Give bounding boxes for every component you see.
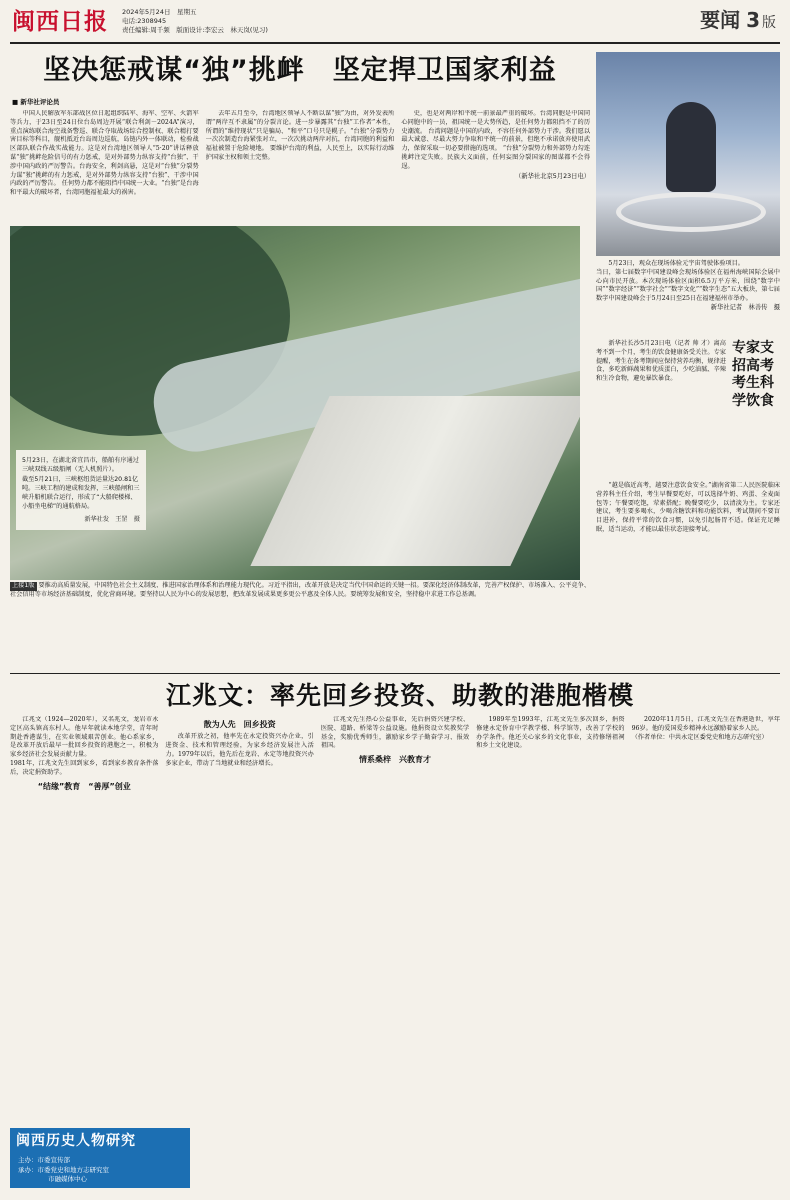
jiang-headline: 江兆文：率先回乡投资、助教的港胞楷模 bbox=[165, 681, 634, 710]
right-photo-caption: 5月23日，观众在现场体验元宇宙驾驶体验项目。 当日，第七届数字中国建设峰会现场体验区在福州海峡国际会展中心向市民开放。本次现场体验区面积6.5万平方米，围绕“数字中国”“数字经济”“数字社会”“数字文化”“数字生态”五大板块，第七届数字中国建设峰会于5月24日至25日在福建福州市举办。 新华社记者 林善传 摄 bbox=[596, 260, 780, 311]
top-article-col-1: 中国人民解放军东部战区位日起组织陆军、海军、空军、火箭军等兵力，于23日至24日位台岛周边开展“联合利剑－2024A”演习，重点演练联合海空战备警巡、联合夺取战场综合控制权、联合精打要害目标等科目，舰机抵近台岛周边巡航，岛链内外一体联动，检验战区部队联合作战实战能力。这是对台湾地区领导人“5·20”讲话释放谋“独”挑衅危险信号的有力惩戒，是对外部势力纵容支持“台独”、干涉中国内政的严厉警告。台海安全，利剑高悬，这是对“台独”分裂势力谋“独”挑衅的有力惩戒，是对外部势力纵容支持“台独”、干涉中国内政的严厉警告。 任何势力都不能阻挡中国统一大业。“台独”是台海和平最大的破坏者，台湾同胞福祉最大的祸害。 bbox=[10, 110, 199, 197]
photo-ride-ring bbox=[616, 192, 766, 232]
masthead-meta bbox=[122, 8, 268, 34]
jiang-col-4: 1989年至1993年，江兆文先生多次回乡，捐资修建永定侨育中学教学楼、科学馆等，改善了学校的办学条件。他还关心家乡的文化事业，支持修缮祖祠和乡土文化建设。 bbox=[476, 716, 625, 750]
jiang-col-3: 江兆文先生热心公益事业，先后捐资兴建学校、医院、道路、桥梁等公益设施。他捐资设立奖教奖学基金，奖励优秀师生，激励家乡学子勤奋学习、报效祖国。 情系桑梓 兴教育才 bbox=[320, 716, 470, 765]
jiang-subhead-1: “结缘”教育 “善厚”创业 bbox=[37, 781, 131, 791]
section-name: 要闻 bbox=[700, 8, 741, 32]
phone: 电话:2308945 bbox=[122, 16, 167, 25]
three-gorges-photo bbox=[10, 226, 580, 580]
top-article-sign: （新华社北京5月23日电） bbox=[515, 172, 591, 180]
lead-article: 上接1版 要推动高质量发展，中国特色社会主义制度、推进国家治理体系和治理能力现代化。习近平指出，改革开放是决定当代中国命运的关键一招。要深化经济体制改革，完善产权保护、市场准入、公平竞争、社会信用等市场经济基础制度，优化营商环境。要坚持以人民为中心的发展思想，把改革发展成果更多更公平惠及全体人民。要统筹发展和安全，坚持稳中求进工作总基调。 bbox=[10, 582, 591, 598]
banner-org: 承办：市委党史和地方志研究室 bbox=[18, 1165, 109, 1174]
page-number: 3 bbox=[746, 8, 760, 32]
jiang-subhead-2: 散为人先 回乡投资 bbox=[203, 720, 276, 729]
section-label bbox=[700, 6, 776, 34]
exam-diet-headline: 专家支招高考考生科学饮食 bbox=[732, 340, 774, 409]
top-article-col-3: 史，也是对两岸和平统一前景最严重的破坏。台湾同胞是中国同心同胞中的一员，祖国统一是大势所趋，是任何势力都阻挡不了的历史潮流。 台湾问题是中国的内政，不容任何外部势力干涉。我们愿以最大诚意、尽最大努力争取和平统一的前景，但绝不承诺放弃使用武力，保留采取一切必要措施的选项。 “台独”分裂势力和外部势力勾连挑衅注定失败。民族大义面前，任何妄图分裂国家的图谋都不会得逞。 （新华社北京5月23日电） bbox=[401, 110, 591, 180]
photo1-credit: 新华社发 王罡 摄 bbox=[84, 515, 140, 523]
exam-diet-text-2: “越是临近高考，越要注意饮食安全。”湖南省第二人民医院临床营养科主任介绍，考生早餐要吃好，可以选择牛奶、鸡蛋、全麦面包等；午餐要吃饱，荤素搭配；晚餐要吃少，以清淡为主。专家还建议，考生要多喝水，少喝含糖饮料和功能饮料，考试期间不要盲目进补，保持平常的饮食习惯，以免引起肠胃不适。保证充足睡眠，适当运动，才能以最佳状态迎接考试。 bbox=[596, 482, 780, 533]
banner-org2: 市融媒体中心 bbox=[48, 1175, 87, 1184]
jiang-col-1: 江兆文（1924—2020年），又名兆文，龙岩市永定区高头镇高东村人。他早年就读本地学堂，青年时期赴香港谋生，在实业领域艰苦创业。他心系家乡，是改革开放后最早一批回乡投资的港胞之一，积极为家乡经济社会发展贡献力量。 1981年，江兆文先生回到家乡，看到家乡教育条件落后，决定捐资助学。 “结缘”教育 “善厚”创业 bbox=[10, 716, 159, 791]
right-photo-credit: 新华社记者 林善传 摄 bbox=[710, 303, 780, 311]
top-headline: 坚决惩戒谋“独”挑衅 坚定捍卫国家利益 bbox=[43, 55, 557, 86]
banner-title: 闽西历史人物研究 bbox=[16, 1133, 136, 1149]
top-byline: ■ 新华社评论员 bbox=[12, 98, 59, 107]
page-ban: 版 bbox=[762, 15, 776, 31]
banner-host: 主办：市委宣传部 bbox=[18, 1155, 70, 1164]
photo1-caption: 5月23日，在湖北省宜昌市，船舶有序通过三峡双线五级船闸（无人机照片）。 截至5月21日，三峡枢纽货运量达20.81亿吨。三峡工程的建成和发挥，三峡船闸和三峡升船机联合运行，形成了“大船爬楼梯、小船坐电梯”的通航格局。 新华社发 王罡 摄 bbox=[16, 450, 146, 530]
exam-diet-text-1: 新华社长沙5月23日电（记者 帅 才）离高考不到一个月，考生的饮食健康备受关注。专家提醒，考生在备考期间应保持营养均衡，规律进食，多吃新鲜蔬果和优质蛋白，少吃油腻、辛辣和生冷食物，避免暴饮暴食。 bbox=[596, 340, 726, 383]
jiang-col-2: 散为人先 回乡投资 改革开放之初，他率先在永定投资兴办企业，引进资金、技术和管理经验，为家乡经济发展注入活力。1979年以后，他先后在龙岩、永定等地投资兴办多家企业，带动了当地就业和经济增长。 bbox=[165, 720, 314, 767]
continued-tag: 上接1版 bbox=[12, 582, 35, 589]
section-divider bbox=[10, 673, 780, 674]
jiang-col-5: 2020年11月5日，江兆文先生在香港逝世，享年96岁。他的爱国爱乡精神永远激励着家乡人民。 （作者单位：中共永定区委党史和地方志研究室） bbox=[631, 716, 781, 741]
jiang-article-body bbox=[10, 716, 780, 1116]
newspaper-logo: 闽西日报 bbox=[12, 8, 108, 35]
history-figures-banner bbox=[10, 1128, 190, 1188]
top-article-body bbox=[10, 110, 590, 222]
photo-person bbox=[666, 102, 716, 192]
masthead bbox=[10, 4, 780, 44]
jiang-subhead-3: 情系桑梓 兴教育才 bbox=[359, 755, 432, 765]
vr-experience-photo bbox=[596, 52, 780, 256]
issue-date: 2024年5月24日 星期五 bbox=[122, 8, 197, 16]
editors: 责任编辑:周千频 版面设计:李宏云 林天岚(见习) bbox=[122, 25, 268, 34]
top-article-col-2: 去年五月至今，台湾地区领导人不断以谋“独”为由，对外发表所谓“两岸互不隶属”的分裂言论。进一步暴露其“台独”工作者”本性，所谓的“维持现状”只是骗局、“和平”口号只是幌子。“台独”分裂势力一次次制造台海紧张对立，一次次挑动两岸对抗，台湾同胞的利益和福祉被置于危险境地。 要维护台湾的利益，人民至上，以实际行动维护国家主权和领土完整。 bbox=[205, 110, 395, 161]
